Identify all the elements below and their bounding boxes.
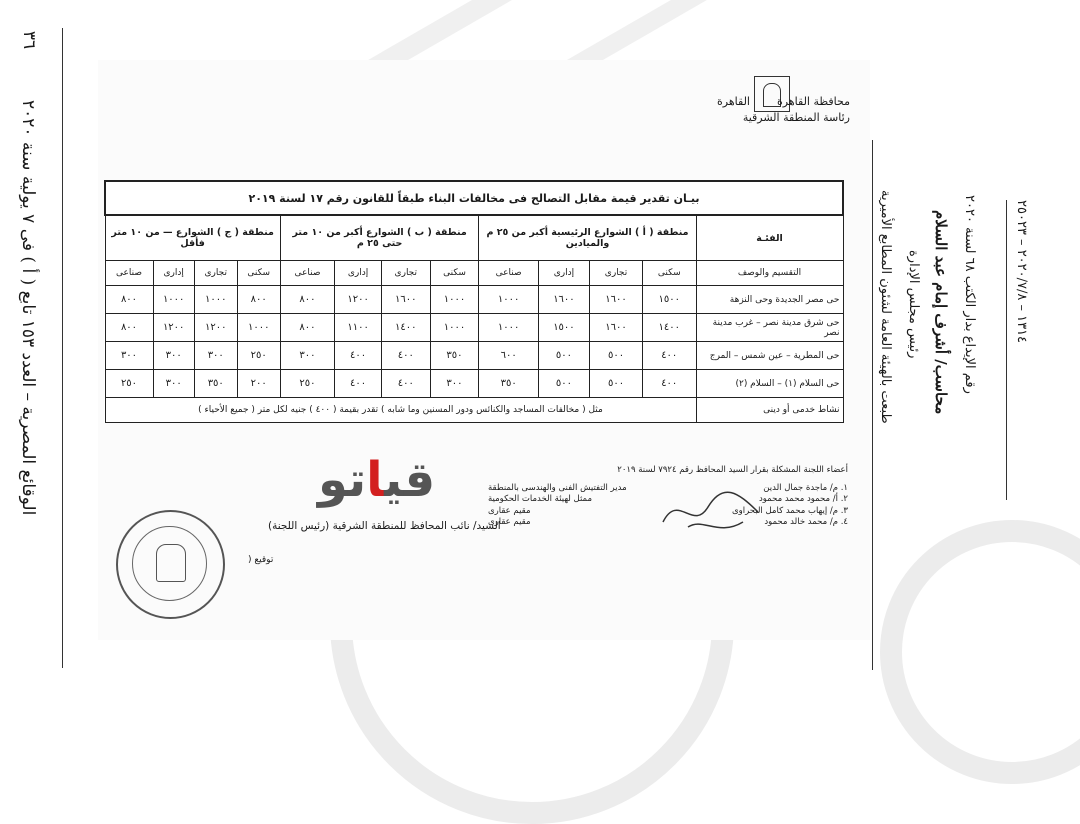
value-cell: ٣٠٠ [153, 342, 194, 370]
page-number: ٣٦ [19, 30, 40, 50]
value-cell: ٥٠٠ [538, 370, 589, 398]
value-cell: ٨٠٠ [280, 314, 334, 342]
logo-part: قي [384, 452, 436, 508]
table-title: بيـان تقدير قيمة مقابل التصالح فى مخالفات البناء طبقاً للقانون رقم ١٧ لسنة ٢٠١٩ [105, 181, 843, 215]
city-label: القاهرة [717, 95, 750, 108]
value-cell: ١٤٠٠ [382, 314, 430, 342]
value-cell: ٦٠٠ [479, 342, 538, 370]
value-cell: ١٥٠٠ [643, 286, 696, 314]
value-cell: ٥٠٠ [538, 342, 589, 370]
value-cell: ١٥٠٠ [538, 314, 589, 342]
deputy-title: السيد/ نائب المحافظ للمنطقة الشرقية (رئيس اللجنة) [268, 520, 501, 532]
use-header: إدارى [153, 261, 194, 286]
zone-a-header: منطقة ( أ ) الشوارع الرئيسية أكبر من ٢٥ م والميادين [479, 215, 696, 261]
gazette-title: الوقائع المصرية – العدد ١٥٣ تابع ( أ ) فى ٧ يولية سنة ٢٠٢٠ [18, 100, 38, 516]
use-header: إدارى [335, 261, 382, 286]
district-cell: حى شرق مدينة نصر – غرب مدينة نصر [696, 314, 843, 342]
value-cell: ١٦٠٠ [590, 286, 643, 314]
member-role: مدير التفتيش الفنى والهندسى بالمنطقة [488, 482, 627, 493]
member-role: ممثل لهيئة الخدمات الحكومية [488, 494, 593, 504]
use-header: صناعى [479, 261, 538, 286]
value-cell: ١٦٠٠ [590, 314, 643, 342]
deposit-line: رقم الإيداع بدار الكتب ٦٨ لسنة ٢٠٢٠ [962, 195, 977, 394]
district-cell: حى مصر الجديدة وحى النزهة [696, 286, 843, 314]
use-header: تجارى [382, 261, 430, 286]
printer-line: طبعت بالهيئة العامة لشئون المطابع الأميرية [878, 190, 893, 424]
value-cell: ٥٠٠ [590, 370, 643, 398]
value-cell: ٢٠٠ [237, 370, 280, 398]
member-role: مقيم عقارى [488, 505, 531, 516]
value-cell: ١٠٠٠ [237, 314, 280, 342]
use-header: إدارى [538, 261, 589, 286]
table-body [105, 286, 843, 398]
use-header: سكنى [430, 261, 479, 286]
use-header: تجارى [590, 261, 643, 286]
value-cell: ٣٠٠ [280, 342, 334, 370]
table-row [105, 286, 843, 314]
value-cell: ١٠٠٠ [430, 314, 479, 342]
use-header: سكنى [643, 261, 696, 286]
logo-part: ا [366, 452, 385, 508]
table-row [105, 314, 843, 342]
value-cell: ٤٠٠ [643, 370, 696, 398]
value-cell: ٨٠٠ [105, 286, 153, 314]
value-cell: ٨٠٠ [280, 286, 334, 314]
right-divider [872, 140, 873, 670]
valuation-table [104, 180, 844, 423]
value-cell: ٣٥٠ [430, 342, 479, 370]
scanned-document [98, 60, 870, 640]
division-header: التقسيم والوصف [696, 261, 843, 286]
value-cell: ١٠٠٠ [194, 286, 237, 314]
member-name: ٢. أ/ محمود محمد محمود [759, 494, 848, 504]
value-cell: ٨٠٠ [105, 314, 153, 342]
official-seal-icon [116, 510, 225, 619]
district-label: رئاسة المنطقة الشرقية [742, 111, 850, 124]
value-cell: ٢٥٠ [280, 370, 334, 398]
value-cell: ١٠٠٠ [479, 314, 538, 342]
value-cell: ٤٠٠ [382, 342, 430, 370]
district-cell: حى السلام (١) – السلام (٢) [696, 370, 843, 398]
zone-b-header: منطقة ( ب ) الشوارع أكبر من ١٠ متر حتى ٢٥ م [280, 215, 479, 261]
chairman-line: محاسب/ أشرف إمام عبد السلام [932, 210, 950, 415]
value-cell: ٣٠٠ [194, 342, 237, 370]
deposit-rule [1006, 200, 1007, 500]
value-cell: ١١٠٠ [335, 314, 382, 342]
governorate-label: محافظة القاهرة [777, 95, 850, 108]
use-header: تجارى [194, 261, 237, 286]
logo-part: تو [318, 452, 367, 508]
value-cell: ١٤٠٠ [643, 314, 696, 342]
value-cell: ٤٠٠ [643, 342, 696, 370]
value-cell: ٣٥٠ [194, 370, 237, 398]
value-cell: ٣٠٠ [105, 342, 153, 370]
value-cell: ٣٥٠ [479, 370, 538, 398]
value-cell: ٨٠٠ [237, 286, 280, 314]
value-cell: ١٦٠٠ [382, 286, 430, 314]
value-cell: ١٢٠٠ [335, 286, 382, 314]
value-cell: ٤٠٠ [335, 342, 382, 370]
value-cell: ٢٥٠ [237, 342, 280, 370]
zone-c-header: منطقة ( ج ) الشوارع — من ١٠ متر فأقل [105, 215, 280, 261]
use-header: صناعى [105, 261, 153, 286]
use-header: صناعى [280, 261, 334, 286]
member-role: مقيم عقارى [488, 517, 531, 527]
value-cell: ٥٠٠ [590, 342, 643, 370]
value-cell: ١٠٠٠ [153, 286, 194, 314]
value-cell: ٣٠٠ [430, 370, 479, 398]
value-cell: ٤٠٠ [382, 370, 430, 398]
value-cell: ١٠٠٠ [479, 286, 538, 314]
value-cell: ٢٥٠ [105, 370, 153, 398]
category-header: الفئـة [696, 215, 843, 261]
signature-scribble [658, 482, 768, 542]
value-cell: ١٦٠٠ [538, 286, 589, 314]
watermark-logo [318, 452, 435, 508]
board-line: رئيس مجلس الإدارة [906, 250, 921, 359]
member-name: ١. م/ ماجدة جمال الدين [763, 482, 848, 493]
left-divider [62, 28, 63, 668]
table-row [105, 370, 843, 398]
serial-line: ١٣١٤ – ٢٠٢٠/٧/٨ – ٢٥٠٢٣ [1014, 200, 1029, 344]
value-cell: ١٢٠٠ [194, 314, 237, 342]
table-row [105, 342, 843, 370]
district-cell: حى المطرية – عين شمس – المرج [696, 342, 843, 370]
use-header: سكنى [237, 261, 280, 286]
service-label: نشاط خدمى أو دينى [696, 398, 843, 423]
value-cell: ١٠٠٠ [430, 286, 479, 314]
signature-label: توقيع ( [248, 555, 274, 565]
watermark-ring [880, 520, 1080, 784]
members-head: أعضاء اللجنة المشكلة بقرار السيد المحافظ رقم ٧٩٢٤ لسنة ٢٠١٩ [617, 465, 848, 475]
value-cell: ١٢٠٠ [153, 314, 194, 342]
value-cell: ٣٠٠ [153, 370, 194, 398]
value-cell: ٤٠٠ [335, 370, 382, 398]
member-name: ٤. م/ محمد خالد محمود [764, 517, 848, 527]
member-name: ٣. م/ إيهاب محمد كامل البحراوى [731, 505, 848, 516]
service-note: مثل ( مخالفات المساجد والكنائس ودور المسنين وما شابه ) تقدر بقيمة ( ٤٠٠ ) جنيه لكل متر ( جميع الأحياء ) [105, 398, 696, 423]
